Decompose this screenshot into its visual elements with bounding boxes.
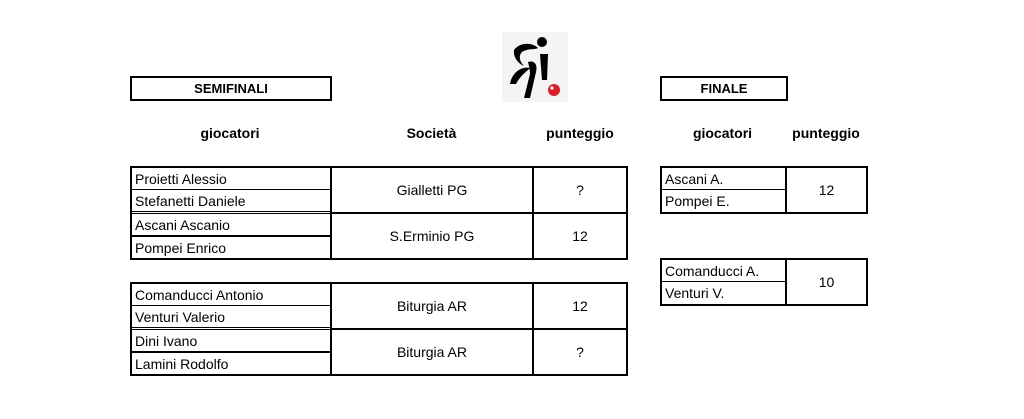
finale-header-players: giocatori [692,125,753,141]
finale-title: FINALE [660,76,788,101]
club-cell: S.Erminio PG [330,212,534,260]
player-name: Comanducci A. [662,260,787,282]
player-name: Lamini Rodolfo [132,352,332,374]
score-cell: 12 [532,212,628,260]
bocce-player-icon [502,32,568,102]
club-cell: Biturgia AR [330,328,534,376]
player-name: Dini Ivano [132,329,332,352]
player-name: Pompei Enrico [132,236,332,258]
player-name: Comanducci Antonio [132,284,332,306]
player-name: Ascani Ascanio [132,213,332,236]
player-name: Pompei E. [662,190,787,212]
finale-header-score: punteggio [792,125,860,141]
logo [502,32,568,102]
score-cell: 12 [532,282,628,330]
semifinali-header-score: punteggio [546,125,614,141]
player-name: Venturi V. [662,282,787,304]
semifinali-header-players: giocatori [200,125,260,141]
score-cell: 12 [785,166,868,214]
player-name: Ascani A. [662,168,787,190]
semifinali-header-club: Società [406,125,457,141]
player-name: Stefanetti Daniele [132,190,332,212]
player-name: Proietti Alessio [132,168,332,190]
club-cell: Gialletti PG [330,166,534,214]
semifinali-title: SEMIFINALI [130,76,332,101]
score-cell: 10 [785,258,868,306]
player-name: Venturi Valerio [132,306,332,328]
score-cell: ? [532,328,628,376]
club-cell: Biturgia AR [330,282,534,330]
score-cell: ? [532,166,628,214]
